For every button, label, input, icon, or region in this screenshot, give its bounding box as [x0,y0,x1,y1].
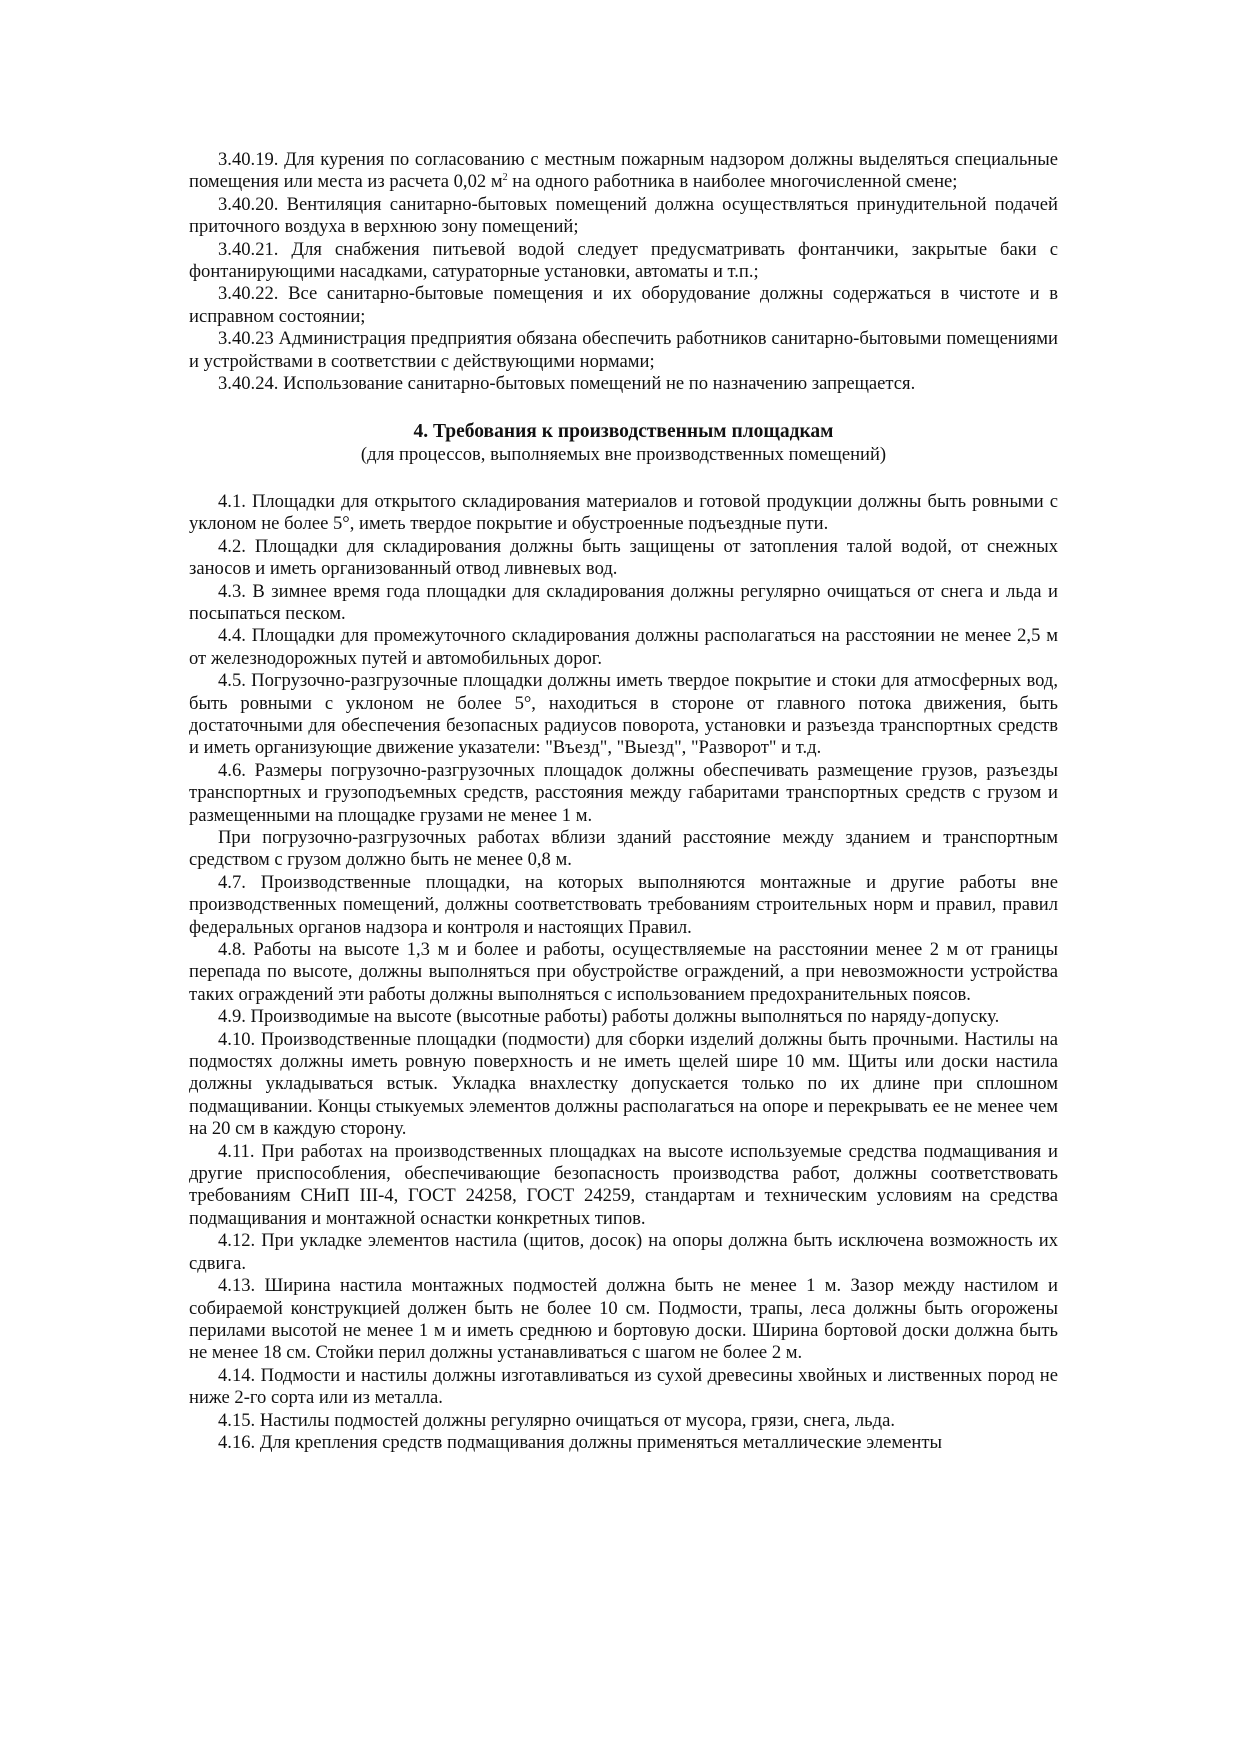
section-title: 4. Требования к производственным площадкам [413,421,834,443]
paragraph-4-6b: При погрузочно-разгрузочных работах вблизи зданий расстояние между зданием и транспортным средством с грузом должно быть не менее 0,8 м. [189,826,1058,871]
paragraph-4-6: 4.6. Размеры погрузочно-разгрузочных площадок должны обеспечивать размещение грузов, разъезды транспортных и грузоподъемных средств, расстояния между габаритами транспортных средств с грузом и размещенными на площадке грузами не менее 1 м. [189,759,1058,826]
paragraphs-section-4 [189,491,1058,1454]
paragraph-3-40-19 [189,149,1058,194]
document-page [189,149,1058,1454]
paragraph-4-11: 4.11. При работах на производственных площадках на высоте используемые средства подмащивания и другие приспособления, обеспечивающие безопасность производства работ, должны соответствовать требованиям СНиП III-4, ГОСТ 24258, ГОСТ 24259, стандартам и техническим условиям на средства подмащивания и монтажной оснастки конкретных типов. [189,1140,1058,1229]
paragraph-4-13: 4.13. Ширина настила монтажных подмостей должна быть не менее 1 м. Зазор между настилом и собираемой конструкцией должен быть не более 10 см. Подмости, трапы, леса должны быть огорожены перилами высотой не менее 1 м и иметь среднюю и бортовую доски. Ширина бортовой доски должна быть не менее 18 см. Стойки перил должны устанавливаться с шагом не более 2 м. [189,1275,1058,1364]
paragraph-3-40-22: 3.40.22. Все санитарно-бытовые помещения и их оборудование должны содержаться в чистоте и в исправном состоянии; [189,283,1058,327]
paragraph-4-4: 4.4. Площадки для промежуточного складирования должны располагаться на расстоянии не менее 2,5 м от железнодорожных путей и автомобильных дорог. [189,625,1058,669]
paragraph-3-40-20: 3.40.20. Вентиляция санитарно-бытовых помещений должна осуществляться принудительной подачей приточного воздуха в верхнюю зону помещений; [189,193,1058,238]
paragraph-text: 3.40.19. Для курения по согласованию с местным пожарным надзором должны выделяться специальные помещения или места из расчета 0,02 м [189,149,1058,193]
paragraph-4-12: 4.12. При укладке элементов настила (щитов, досок) на опоры должна быть исключена возможность их сдвига. [189,1230,1058,1274]
section-subtitle: (для процессов, выполняемых вне производственных помещений) [360,444,887,466]
paragraph-4-8: 4.8. Работы на высоте 1,3 м и более и работы, осуществляемые на расстоянии менее 2 м от границы перепада по высоте, должны выполняться при обустройстве ограждений, а при невозможности устройства таких ограждений эти работы должны выполняться с использованием предохранительных поясов. [189,939,1058,1005]
paragraph-4-2: 4.2. Площадки для складирования должны быть защищены от затопления талой водой, от снежных заносов и иметь организованный отвод ливневых вод. [189,535,1058,580]
paragraph-3-40-23: 3.40.23 Администрация предприятия обязана обеспечить работников санитарно-бытовыми помещениями и устройствами в соответствии с действующими нормами; [189,328,1058,372]
paragraph-3-40-24: 3.40.24. Использование санитарно-бытовых помещений не по назначению запрещается. [218,373,916,395]
paragraph-4-7: 4.7. Производственные площадки, на которых выполняются монтажные и другие работы вне производственных помещений, должны соответствовать требованиям строительных норм и правил, правил федеральных органов надзора и контроля и настоящих Правил. [189,871,1058,938]
paragraph-3-40-21: 3.40.21. Для снабжения питьевой водой следует предусматривать фонтанчики, закрытые баки с фонтанирующими насадками, сатураторные установки, автоматы и т.п.; [189,238,1058,283]
paragraph-4-14: 4.14. Подмости и настилы должны изготавливаться из сухой древесины хвойных и лиственных пород не ниже 2-го сорта или из металла. [189,1364,1058,1409]
paragraph-text-continued: на одного работника в наиболее многочисленной смене; [507,171,958,193]
paragraph-4-10: 4.10. Производственные площадки (подмости) для сборки изделий должны быть прочными. Настилы на подмостях должны иметь ровную поверхность и не иметь щелей шире 10 мм. Щиты или доски настила должны укладываться встык. Укладка внахлестку допускается только по их длине при сплошном подмащивании. Концы стыкуемых элементов должны располагаться на опоре и перекрывать ее не менее чем на 20 см в каждую сторону. [189,1028,1058,1140]
paragraphs-section-3 [189,194,1058,396]
paragraph-4-5: 4.5. Погрузочно-разгрузочные площадки должны иметь твердое покрытие и стоки для атмосферных вод, быть ровными с уклоном не более 5°, находиться в стороне от главного потока движения, быть достаточными для обеспечения безопасных радиусов поворота, установки и разъезда транспортных средств и иметь организующие движение указатели: "Въезд", "Выезд", "Разворот" и т.д. [189,670,1058,759]
paragraph-4-15: 4.15. Настилы подмостей должны регулярно очищаться от мусора, грязи, снега, льда. [218,1409,895,1431]
paragraph-4-16: 4.16. Для крепления средств подмащивания должны применяться металлические элементы [218,1431,942,1453]
paragraph-4-1: 4.1. Площадки для открытого складирования материалов и готовой продукции должны быть ровными с уклоном не более 5°, иметь твердое покрытие и обустроенные подъездные пути. [189,490,1058,535]
paragraph-4-9: 4.9. Производимые на высоте (высотные работы) работы должны выполняться по наряду-допуску. [218,1006,1000,1028]
superscript-two: 2 [502,172,508,184]
paragraph-4-3: 4.3. В зимнее время года площадки для складирования должны регулярно очищаться от снега и льда и посыпаться песком. [189,580,1058,624]
